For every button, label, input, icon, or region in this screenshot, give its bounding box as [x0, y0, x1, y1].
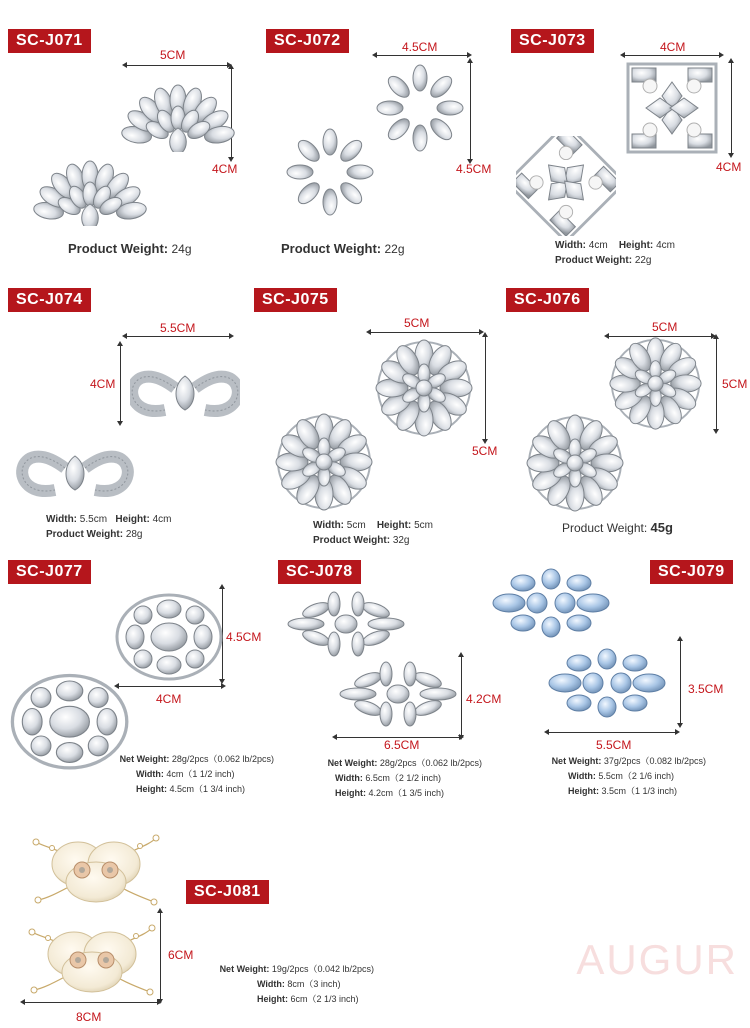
- height-label: 3.5CM: [688, 682, 724, 696]
- product-code-j079: SC-J079: [650, 560, 733, 584]
- product-image-j073-b: [516, 136, 616, 236]
- product-code-j077: SC-J077: [8, 560, 91, 584]
- height-spec-value: 4.2cm（1 3/5 inch): [368, 788, 445, 798]
- product-code-j078: SC-J078: [278, 560, 361, 584]
- weight-label: Product Weight:: [68, 241, 169, 256]
- product-image-j079-a: [486, 562, 616, 644]
- height-spec-value: 4.5cm（1 3/4 inch): [169, 784, 246, 794]
- height-label: 4CM: [716, 160, 742, 174]
- width-spec-value: 6.5cm（2 1/2 inch): [365, 773, 441, 783]
- product-dimensions-j077: [100, 767, 280, 797]
- product-specs-j078: [298, 756, 482, 771]
- product-specs-j073: [555, 238, 675, 268]
- product-image-j075-b: [268, 406, 380, 518]
- width-label: 6.5CM: [384, 738, 420, 752]
- product-code-j074: SC-J074: [8, 288, 91, 312]
- height-label: 4.2CM: [466, 692, 502, 706]
- width-label: 4.5CM: [402, 40, 438, 54]
- height-dimension-line: [680, 640, 681, 724]
- width-dimension-line: [24, 1002, 158, 1003]
- product-dimensions-j078: [298, 771, 482, 801]
- width-spec-label: Width:: [257, 979, 285, 989]
- product-weight-j072: [281, 241, 405, 256]
- width-label: 5.5CM: [596, 738, 632, 752]
- product-code-j071: SC-J071: [8, 29, 91, 53]
- product-dimensions-j079: [530, 769, 706, 799]
- height-dimension-line: [470, 62, 471, 160]
- spec-weight-label: Product Weight:: [555, 255, 633, 266]
- width-label: 4CM: [156, 692, 182, 706]
- weight-label: Product Weight:: [281, 241, 382, 256]
- product-image-j075-a: [370, 334, 478, 442]
- width-label: 4CM: [660, 40, 686, 54]
- height-spec-label: Height:: [335, 788, 366, 798]
- net-weight-label: Net Weight:: [219, 964, 270, 974]
- net-weight-value: 19g/2pcs（0.042 lb/2pcs): [271, 964, 374, 974]
- product-image-j074-b: [10, 420, 140, 510]
- height-label: 4.5CM: [456, 162, 492, 176]
- height-spec-label: Height:: [257, 994, 288, 1004]
- width-spec-label: Width:: [335, 773, 363, 783]
- spec-height-label: Height:: [618, 240, 654, 251]
- product-image-j081-b: [20, 910, 164, 1006]
- product-code-j072: SC-J072: [266, 29, 349, 53]
- height-spec-label: Height:: [568, 786, 599, 796]
- width-dimension-line: [548, 732, 676, 733]
- width-label: 5CM: [160, 48, 186, 62]
- height-label: 4.5CM: [226, 630, 262, 644]
- product-image-j079-b: [540, 640, 674, 726]
- product-specs-j077: [100, 752, 274, 767]
- width-dimension-line: [126, 336, 230, 337]
- spec-height-value: 5cm: [414, 520, 433, 531]
- product-code-j075: SC-J075: [254, 288, 337, 312]
- width-dimension-line: [118, 686, 222, 687]
- height-label: 4CM: [212, 162, 238, 176]
- spec-weight-label: Product Weight:: [46, 529, 124, 540]
- spec-height-value: 4cm: [152, 514, 172, 525]
- spec-weight-label: Product Weight:: [313, 535, 391, 546]
- height-dimension-line: [731, 62, 732, 154]
- product-code-j073: SC-J073: [511, 29, 594, 53]
- width-dimension-line: [376, 55, 468, 56]
- product-image-j074-a: [130, 340, 240, 430]
- brand-watermark: AUGUR: [576, 936, 738, 983]
- spec-width-value: 5.5cm: [79, 514, 108, 525]
- height-label: 5CM: [722, 377, 748, 391]
- spec-height-value: 4cm: [656, 240, 675, 251]
- height-spec-value: 6cm（2 1/3 inch): [290, 994, 359, 1004]
- height-label: 6CM: [168, 948, 194, 962]
- spec-height-label: Height:: [115, 514, 150, 525]
- product-weight-j071: [68, 241, 192, 256]
- product-image-j071-b: [30, 126, 150, 226]
- height-label: 4CM: [90, 377, 116, 391]
- spec-width-label: Width:: [46, 514, 78, 525]
- net-weight-label: Net Weight:: [551, 756, 602, 766]
- net-weight-value: 28g/2pcs（0.062 lb/2pcs): [379, 758, 482, 768]
- product-code-j076: SC-J076: [506, 288, 589, 312]
- width-spec-label: Width:: [568, 771, 596, 781]
- product-image-j078-b: [336, 652, 460, 736]
- height-dimension-line: [461, 656, 462, 736]
- product-specs-j074: [46, 512, 172, 542]
- product-image-j072-a: [374, 62, 466, 154]
- weight-label: Product Weight:: [562, 521, 648, 535]
- weight-value: 24g: [171, 242, 192, 256]
- height-spec-label: Height:: [136, 784, 167, 794]
- product-image-j073-a: [622, 58, 722, 158]
- spec-width-label: Width:: [313, 520, 345, 531]
- width-spec-value: 8cm（3 inch): [287, 979, 341, 989]
- height-label: 5CM: [472, 444, 498, 458]
- width-spec-label: Width:: [136, 769, 164, 779]
- product-specs-j079: [530, 754, 706, 769]
- product-dimensions-j081: [202, 977, 374, 1007]
- spec-width-value: 4cm: [588, 240, 608, 251]
- product-code-j081: SC-J081: [186, 880, 269, 904]
- net-weight-value: 28g/2pcs（0.062 lb/2pcs): [171, 754, 274, 764]
- width-label: 5CM: [652, 320, 678, 334]
- height-spec-value: 3.5cm（1 1/3 inch): [601, 786, 678, 796]
- height-dimension-line: [485, 336, 486, 440]
- width-dimension-line: [624, 55, 720, 56]
- height-dimension-line: [120, 345, 121, 422]
- product-image-j076-b: [520, 408, 630, 518]
- spec-width-label: Width:: [555, 240, 587, 251]
- product-image-j081-a: [26, 824, 166, 912]
- weight-value: 45g: [650, 520, 673, 535]
- spec-height-label: Height:: [376, 520, 412, 531]
- width-label: 5.5CM: [160, 321, 196, 335]
- spec-width-value: 5cm: [346, 520, 366, 531]
- spec-weight-value: 32g: [392, 535, 410, 546]
- width-label: 8CM: [76, 1010, 102, 1024]
- product-image-j072-b: [284, 126, 376, 218]
- net-weight-label: Net Weight:: [327, 758, 378, 768]
- width-spec-value: 4cm（1 1/2 inch): [166, 769, 235, 779]
- product-specs-j075: [313, 518, 433, 548]
- net-weight-value: 37g/2pcs（0.082 lb/2pcs): [603, 756, 706, 766]
- width-dimension-line: [370, 332, 480, 333]
- spec-weight-value: 22g: [634, 255, 652, 266]
- product-weight-j076: [562, 520, 673, 535]
- width-spec-value: 5.5cm（2 1/6 inch): [598, 771, 674, 781]
- weight-value: 22g: [384, 242, 405, 256]
- width-label: 5CM: [404, 316, 430, 330]
- height-dimension-line: [160, 912, 161, 1000]
- product-specs-j081: [202, 962, 374, 977]
- spec-weight-value: 28g: [125, 529, 143, 540]
- height-dimension-line: [716, 338, 717, 430]
- net-weight-label: Net Weight:: [119, 754, 170, 764]
